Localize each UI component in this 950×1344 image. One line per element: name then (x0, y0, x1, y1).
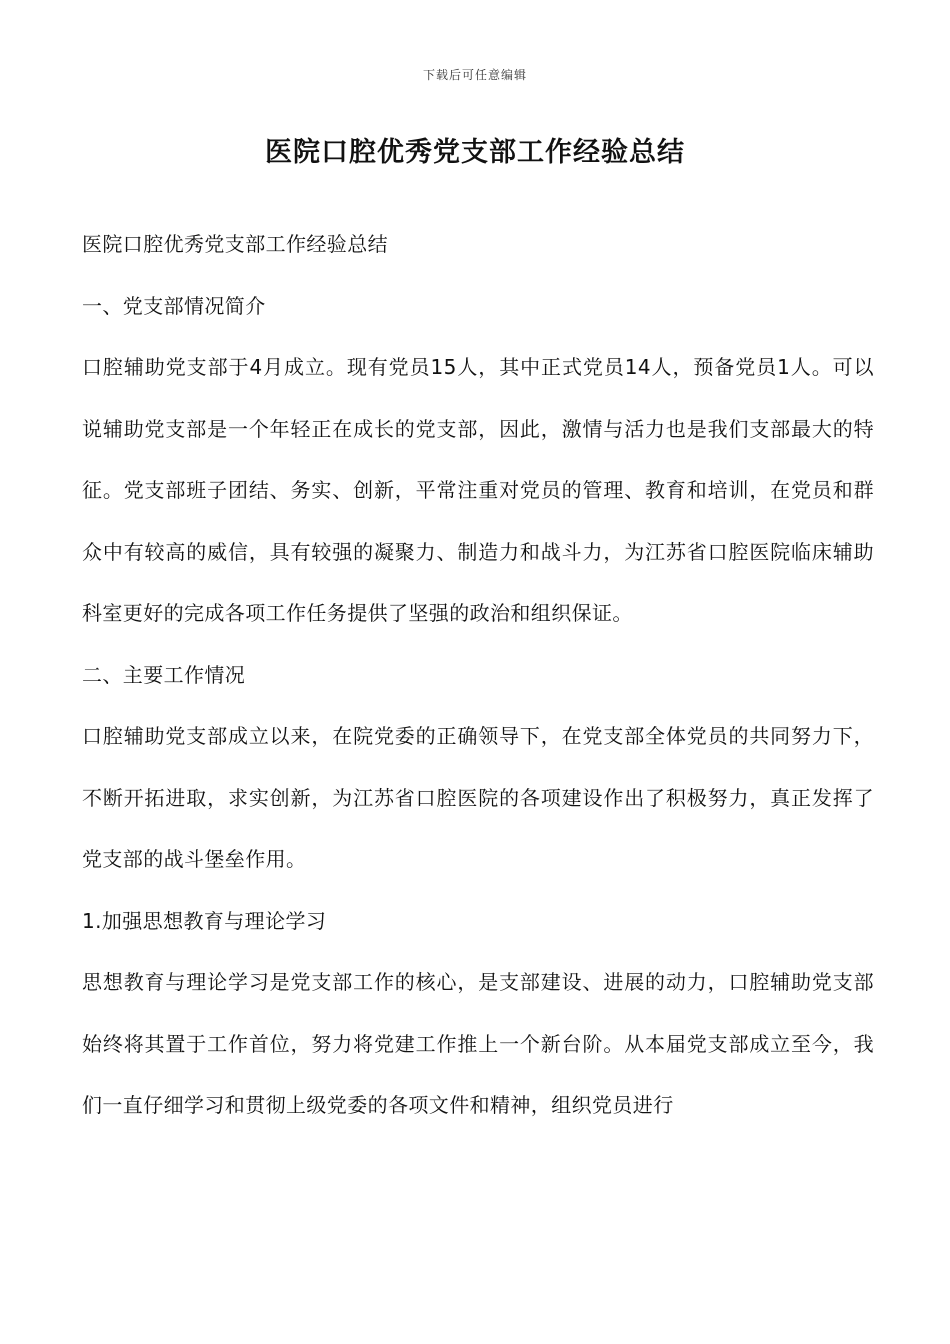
subsection-heading-1: 1.加强思想教育与理论学习 (82, 908, 327, 933)
paragraph-theory-study: 思想教育与理论学习是党支部工作的核心，是支部建设、进展的动力，口腔辅助党支部始终将其置于工作首位，努力将党建工作推上一个新台阶。从本届党支部成立至今，我们一直仔细学习和贯彻上级党委的各项文件和精神，组织党员进行 (82, 970, 874, 1117)
paragraph-subtitle: 医院口腔优秀党支部工作经验总结 (82, 232, 388, 256)
section-heading-1: 一、党支部情况简介 (82, 293, 266, 318)
document-title: 医院口腔优秀党支部工作经验总结 (265, 137, 685, 168)
document-body (82, 214, 874, 1137)
header-note: 下载后可任意编辑 (422, 68, 527, 82)
section-heading-2: 二、主要工作情况 (82, 662, 246, 687)
paragraph-main-work: 口腔辅助党支部成立以来，在院党委的正确领导下，在党支部全体党员的共同努力下，不断开拓进取，求实创新，为江苏省口腔医院的各项建设作出了积极努力，真正发挥了党支部的战斗堡垒作用。 (82, 724, 874, 871)
paragraph-branch-intro: 口腔辅助党支部于4月成立。现有党员15人，其中正式党员14人，预备党员1人。可以说辅助党支部是一个年轻正在成长的党支部，因此，激情与活力也是我们支部最大的特征。党支部班子团结、务实、创新，平常注重对党员的管理、教育和培训，在党员和群众中有较高的威信，具有较强的凝聚力、制造力和战斗力，为江苏省口腔医院临床辅助科室更好的完成各项工作任务提供了坚强的政治和组织保证。 (82, 355, 874, 625)
